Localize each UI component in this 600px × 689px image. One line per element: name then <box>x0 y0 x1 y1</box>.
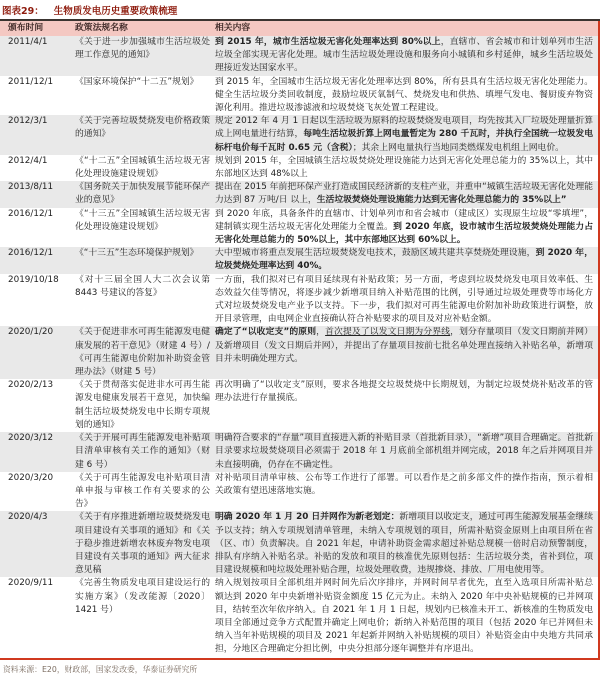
text-segment: 规划到 2015 年，全国城镇生活垃圾焚烧处理设施能力达到无害化处理总能力的 35%以上，其中东部地区达到 48%以上 <box>215 155 593 180</box>
table-bottom-rule <box>0 658 600 660</box>
policy-content-cell <box>215 36 600 76</box>
policy-name-cell: 《关于进一步加强城市生活垃圾处理工作意见的通知》 <box>75 37 210 61</box>
text-segment: ，划分存量项目（发文日期前并网）及新增项目（发文日期后并网），并提出了存量项目按前七批名单处理直接纳入补贴名单，新增项目并未明确处理方式。 <box>215 327 593 364</box>
figure-title <box>0 0 600 19</box>
table-header-row <box>0 21 600 36</box>
policy-name-cell: 《关于可再生能源发电补贴项目清单申报与审核工作有关要求的公告》 <box>75 472 210 510</box>
text-segment: 明确 2020 年 1 月 20 日并网作为新老划定： <box>215 512 400 523</box>
policy-content-cell <box>215 155 600 181</box>
table-row <box>0 432 600 472</box>
policy-date-cell: 2013/8/11 <box>8 182 54 193</box>
table-row <box>0 274 600 327</box>
table-row <box>0 247 600 273</box>
policy-name-cell: 《“十三五”生态环境保护规划》 <box>75 248 199 259</box>
policy-date-cell: 2011/12/1 <box>8 76 54 87</box>
policy-name-cell: 《“十三五”全国城镇生活垃圾无害化处理设施建设规划》 <box>75 208 210 232</box>
table-row <box>0 511 600 577</box>
policy-name-cell: 《关于贯彻落实促进非水可再生能源发电健康发展若干意见，加快编制生活垃圾焚烧发电中长期专项规划的通知》 <box>75 380 210 430</box>
policy-content-cell <box>215 326 600 379</box>
table-row <box>0 181 600 207</box>
policy-content-cell <box>215 247 600 273</box>
policy-name-cell: 《“十二五”全国城镇生活垃圾无害化处理设施建设规划》 <box>75 155 210 180</box>
text-segment: 到 2015 年，全国城市生活垃圾无害化处理率达到 80%，所有县具有生活垃圾无害化处理能力。健全生活垃圾分类回收制度，鼓励垃圾厌氧制气、焚烧发电和供热、填埋气发电、餐厨废弃物资源化利用。推进垃圾渗滤液和垃圾焚烧飞灰处置工程建设。 <box>215 76 593 114</box>
policy-date-cell: 2016/12/1 <box>8 248 54 259</box>
policy-content-cell <box>215 577 600 656</box>
text-segment: 一方面，我们拟对已有项目延续现有补贴政策；另一方面，考虑到垃圾焚烧发电项目效率低、生态效益欠佳等情况，将逐步减少新增项目纳入补贴范围的比例，引导通过垃圾处理费等市场化方式对垃圾焚烧发电产业予以支持。下一步，我们拟对可再生能源电价附加补助政策进行调整，放开目录管理，由电网企业直接确认符合补贴要求的项目及对应补贴金额。 <box>215 274 593 325</box>
text-segment: 对补贴项目清单审核、公布等工作进行了部署。可以看作是之前多部文件的操作指南，预示着相关政策有望迅速落地实施。 <box>215 472 593 496</box>
table-row <box>0 36 600 76</box>
policy-date-cell: 2020/1/20 <box>8 327 54 338</box>
text-segment: 大中型城市将重点发展生活垃圾焚烧发电技术，鼓励区域共建共享焚烧处理设施， <box>215 248 536 259</box>
figure-title-text: 生物质发电历史重要政策梳理 <box>53 6 178 17</box>
policy-date-cell: 2020/2/13 <box>8 380 54 391</box>
header-cell-name: 政策法规名称 <box>75 23 128 33</box>
text-segment: 到 2015 年，城市生活垃圾无害化处理率达到 80%以上 <box>215 37 441 47</box>
policy-name-cell: 《国家环境保护“十二五”规划》 <box>75 76 199 87</box>
policy-name-cell: 《关于开展可再生能源发电补贴项目清单审核有关工作的通知》（财建 6 号） <box>75 433 210 470</box>
policy-content-cell <box>215 274 600 327</box>
policy-name-cell: 《关于完善垃圾焚烧发电价格政策的通知》 <box>75 116 210 140</box>
header-cell-content: 相关内容 <box>215 23 251 33</box>
text-segment: ；其余上网电量执行当地同类燃煤发电机组上网电价。 <box>352 142 564 153</box>
text-segment: 明确符合要求的“存量”项目直接进入新的补贴目录（首批新目录），“新增”项目合理确定。首批新目录要求垃圾焚烧项目必须需于 2018 年 1 月底前全部机组并网完成，2018 年之后并网项目并未直接明确，仍存在不确定性。 <box>215 433 593 470</box>
text-segment: 每吨生活垃圾折算上网电量暂定为 280 千瓦时，并执行全国统一垃圾发电标杆电价每千瓦时 0.65 元（含税） <box>215 129 593 153</box>
policy-content-cell <box>215 472 600 512</box>
policy-name-cell: 《国务院关于加快发展节能环保产业的意见》 <box>75 182 210 206</box>
policy-table <box>0 21 600 660</box>
text-segment: 到 2020 年，垃圾焚烧处理率达到 40%。 <box>215 248 593 272</box>
policy-date-cell: 2011/4/1 <box>8 37 48 47</box>
text-segment: ，直辖市、省会城市和计划单列市生活垃圾全部实现无害化处理。城市生活垃圾处理设施和服务向小城镇和乡村延伸，城乡生活垃圾处理接近发达国家水平。 <box>215 37 593 74</box>
table-row <box>0 577 600 656</box>
policy-name-cell: 《关于促进非水可再生能源发电健康发展的若干意见》（财建 4 号）/《可再生能源电价附加补助资金管理办法》（财建 5 号） <box>75 327 210 378</box>
text-segment: ， <box>316 327 326 338</box>
table-row <box>0 472 600 512</box>
text-segment: 到 2020 年底，具备条件的直辖市、计划单列市和省会城市（建成区）实现原生垃圾“零填埋”，建制镇实现生活垃圾无害化处理能力全覆盖。 <box>215 208 593 232</box>
policy-content-cell <box>215 432 600 472</box>
policy-date-cell: 2016/12/1 <box>8 208 54 219</box>
text-segment: 生活垃圾焚烧处理设施能力达到无害化处理总能力的 35%以上” <box>316 195 567 206</box>
source-note: 资料来源：E20，财政部，国家发改委，华泰证券研究所 <box>3 664 198 674</box>
policy-content-cell <box>215 181 600 207</box>
policy-date-cell: 2020/3/12 <box>8 433 54 444</box>
table-row <box>0 208 600 248</box>
policy-name-cell: 《关于有序推进新增垃圾焚烧发电项目建设有关事项的通知》和《关于稳步推进新增农林废弃物发电项目建设有关事项的通知》两大征求意见稿 <box>75 512 210 576</box>
header-cell-date: 颁布时间 <box>8 23 44 33</box>
table-row <box>0 155 600 181</box>
text-segment: 首次提及了以发文日期为分界线 <box>325 327 451 338</box>
policy-name-cell: 《对十三届全国人大二次会议第 8443 号建议的答复》 <box>75 274 210 298</box>
policy-date-cell: 2020/3/20 <box>8 472 54 483</box>
table-body <box>0 36 600 657</box>
figure-title-label: 图表29： <box>2 6 44 17</box>
policy-date-cell: 2020/4/3 <box>8 512 48 523</box>
policy-date-cell: 2012/4/1 <box>8 155 48 166</box>
table-row <box>0 326 600 379</box>
policy-date-cell: 2019/10/18 <box>8 274 59 285</box>
policy-name-cell: 《完善生物质发电项目建设运行的实施方案》（发改能源〔2020〕1421 号） <box>75 578 210 615</box>
text-segment: 提出在 2015 年前把环保产业打造成国民经济新的支柱产业，并重申“城镇生活垃圾无害化处理能力达到 87 万吨/日 以上， <box>215 182 593 206</box>
table-row <box>0 115 600 155</box>
policy-date-cell: 2012/3/1 <box>8 116 48 127</box>
text-segment: 纳入规划按项目全部机组并网时间先后次序排序，并网时间早者优先，直至入选项目所需补贴总额达到 2020 年中央新增补贴资金额度 15 亿元为止。未纳入 2020 年中央补贴规模的已并网项目，结转至次年依序纳入。自 2021 年 1 月 1 日起，规划内已核准未开工、新核准的生物质发电项目全部通过竞争方式配置并确定上网电价；新纳入补贴范围的项目（包括 2020 年已并网但未纳入当年补贴规模的项目及 2021 年起新并网纳入补贴规模的项目）补贴资金由中央地方共同承担，分地区合理确定分担比例，中央分担部分逐年调整并有序退出。 <box>215 578 593 655</box>
text-segment: 到 2020 年底，设市城市生活垃圾焚烧处理能力占无害化处理总能力的 50%以上，其中东部地区达到 60%以上。 <box>215 221 593 246</box>
policy-date-cell: 2020/9/11 <box>8 578 54 589</box>
table-row <box>0 379 600 432</box>
policy-content-cell <box>215 76 600 116</box>
text-segment: 规定 2012 年 4 月 1 日起以生活垃圾为原料的垃圾焚烧发电项目，均先按其入厂垃圾处理量折算成上网电量进行结算， <box>215 116 593 140</box>
text-segment: 新增项目以收定支，通过可再生能源发展基金继续予以支持；纳入专项规划清单管理，未纳入专项规划的项目，所需补贴资金原则上由项目所在省（区、市）负责解决。自 2021 年起，申请补助资金需求超过补贴总规模一倍时启动预警制度，排队有序纳入补贴名录。补贴的发放和项目的核准优先原则包括：生活垃圾分类，省补到位，项目建设规模和吨垃圾处理补贴合理，垃圾处理收费，违规掺烧、排放、厂用电使用等。 <box>215 512 593 576</box>
policy-content-cell <box>215 379 600 432</box>
policy-content-cell <box>215 511 600 577</box>
policy-content-cell <box>215 115 600 155</box>
policy-content-cell <box>215 208 600 248</box>
table-row <box>0 76 600 116</box>
text-segment: 确定了“以收定支”的原则 <box>215 327 317 338</box>
text-segment: 再次明确了“以收定支”原则，要求各地提交垃圾焚烧中长期规划，为制定垃圾焚烧补贴改革的管理办法进行存量摸底。 <box>215 380 593 404</box>
